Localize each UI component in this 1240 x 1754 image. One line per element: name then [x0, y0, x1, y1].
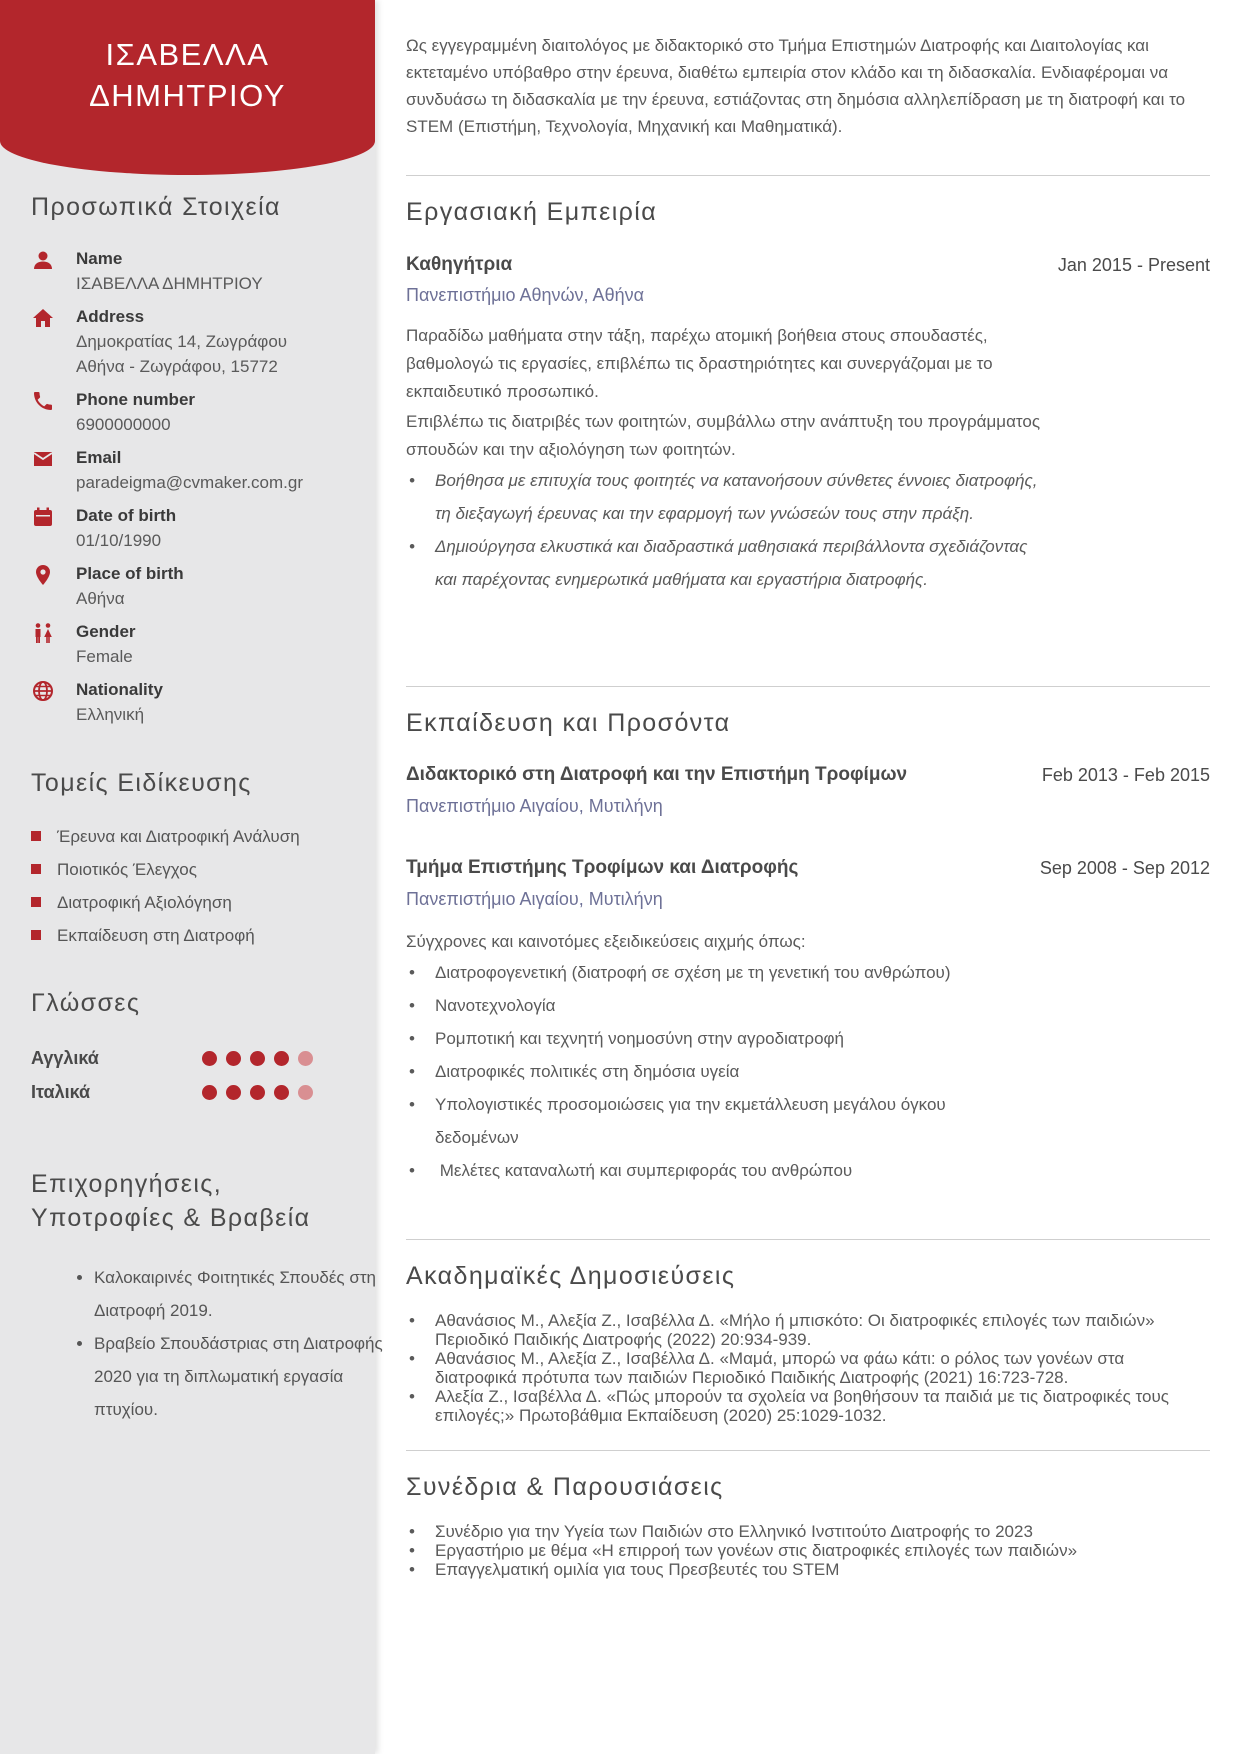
list-item: • Καλοκαιρινές Φοιτητικές Σπουδές στη Διατροφή 2019.: [94, 1261, 384, 1327]
skills-title: Τομείς Ειδίκευσης: [31, 769, 252, 797]
list-item: Έρευνα και Διατροφική Ανάλυση: [31, 820, 300, 853]
list-item: • Ρομποτική και τεχνητή νοημοσύνη στην αγροδιατροφή: [406, 1022, 996, 1055]
rating-dot-empty: [298, 1085, 313, 1100]
language-rating: [202, 1051, 322, 1071]
language-rating: [202, 1085, 322, 1105]
list-item: • Συνέδριο για την Υγεία των Παιδιών στο Ελληνικό Ινστιτούτο Διατροφής το 2023: [406, 1522, 1210, 1541]
rating-dot-filled: [274, 1085, 289, 1100]
divider: [406, 686, 1210, 687]
conferences-title: Συνέδρια & Παρουσιάσεις: [406, 1473, 724, 1501]
degree-date: Feb 2013 - Feb 2015: [1041, 765, 1210, 785]
list-item: • Βοήθησα με επιτυχία τους φοιτητές να κατανοήσουν σύνθετες έννοιες διατροφής, τη διεξαγωγή έρευνας και την εφαρμογή των γνώσεών τους στην πράξη.: [406, 464, 1046, 530]
sidebar: ΙΣΑΒΕΛΛΑ ΔΗΜΗΤΡΙΟΥ Προσωπικά Στοιχεία Name ΙΣΑΒΕΛΛΑ ΔΗΜΗΤΡΙΟΥ Address Δημοκρατίας 14, Ζωγράφου Αθήνα - Ζωγράφου, 15772 Phone number 6900000000 Email paradeigma@cvmaker.com.gr Date of birth 01/10/1990 Place of birth Αθήνα Gender Female Nationality Ελληνική Τομείς Ειδίκευσης Έρευνα και Διατροφική Ανάλυση Ποιοτικός Έλεγχος Διατροφική Αξιολόγηση Εκπαίδευση στη Διατροφή Γλώσσες Αγγλικά Ιταλικά Επιχορηγήσεις, Υποτροφίες & Βραβεία • Καλοκαιρινές Φοιτητικές Σπουδές στη Διατροφή 2019. • Βραβείο Σπουδάστριας στη Διατροφής 2020 για τη διπλωματική εργασία πτυχίου.: [0, 0, 375, 1754]
list-item: • Δημιούργησα ελκυστικά και διαδραστικά μαθησιακά περιβάλλοντα σχεδιάζοντας και παρέχοντας ενημερωτικά μαθήματα και εργαστήρια διατροφής.: [406, 530, 1046, 596]
list-item: • Εργαστήριο με θέμα «Η επιρροή των γονέων στις διατροφικές επιλογές των παιδιών»: [406, 1541, 1210, 1560]
list-item: • Βραβείο Σπουδάστριας στη Διατροφής 2020 για τη διπλωματική εργασία πτυχίου.: [94, 1327, 384, 1426]
job-date: Jan 2015 - Present: [1057, 255, 1210, 275]
rating-dot-filled: [202, 1085, 217, 1100]
degree-date: Sep 2008 - Sep 2012: [1039, 858, 1210, 878]
conferences-list: [406, 1522, 1210, 1579]
degree-institution: Πανεπιστήμιο Αιγαίου, Μυτιλήνη: [406, 796, 663, 816]
location-pin-icon: [31, 563, 55, 587]
rating-dot-filled: [250, 1051, 265, 1066]
language-name: Αγγλικά: [31, 1048, 99, 1068]
language-name: Ιταλικά: [31, 1082, 91, 1102]
list-item: • Επαγγελματική ομιλία για τους Πρεσβευτές του STEM: [406, 1560, 1210, 1579]
education-intro: Σύγχρονες και καινοτόμες εξειδικεύσεις αιχμής όπως:: [406, 932, 806, 951]
degree-institution: Πανεπιστήμιο Αιγαίου, Μυτιλήνη: [406, 889, 663, 909]
divider: [406, 1239, 1210, 1240]
list-item: • Διατροφικές πολιτικές στη δημόσια υγεία: [406, 1055, 996, 1088]
name-header: [0, 0, 375, 175]
publications-title: Ακαδημαϊκές Δημοσιεύσεις: [406, 1262, 736, 1290]
job-title: Καθηγήτρια: [406, 254, 513, 275]
personal-details-title: Προσωπικά Στοιχεία: [31, 193, 281, 221]
calendar-icon: [31, 505, 55, 529]
publications-list: [406, 1311, 1210, 1425]
rating-dot-filled: [226, 1085, 241, 1100]
phone-icon: [31, 389, 55, 413]
person-icon: [31, 248, 55, 272]
list-item: • Αθανάσιος Μ., Αλεξία Ζ., Ισαβέλλα Δ. «Μαμά, μπορώ να φάω κάτι: ο ρόλος των γονέων στα διατροφικά πρότυπα των παιδιών Περιοδικό Παιδικής Διατροφής (2021) 16:723-728.: [406, 1349, 1210, 1387]
job-organization: Πανεπιστήμιο Αθηνών, Αθήνα: [406, 285, 644, 305]
job-description: Επιβλέπω τις διατριβές των φοιτητών, συμβάλλω στην ανάπτυξη του προγράμματος σπουδών και την αξιολόγηση των φοιτητών.: [406, 412, 1041, 459]
divider: [406, 1450, 1210, 1451]
language-row: [31, 1077, 331, 1107]
awards-list: [66, 1261, 384, 1426]
rating-dot-filled: [202, 1051, 217, 1066]
education-title: Εκπαίδευση και Προσόντα: [406, 709, 731, 737]
list-item: Ποιοτικός Έλεγχος: [31, 853, 300, 886]
home-icon: [31, 306, 55, 330]
globe-icon: [31, 679, 55, 703]
candidate-name: ΙΣΑΒΕΛΛΑ ΔΗΜΗΤΡΙΟΥ: [89, 37, 286, 113]
rating-dot-empty: [298, 1051, 313, 1066]
list-item: • Νανοτεχνολογία: [406, 989, 996, 1022]
list-item: Διατροφική Αξιολόγηση: [31, 886, 300, 919]
rating-dot-filled: [274, 1051, 289, 1066]
job-description: Παραδίδω μαθήματα στην τάξη, παρέχω ατομική βοήθεια στους σπουδαστές, βαθμολογώ τις εργασίες, επιβλέπω τις δραστηριότητες και συνεργάζομαι με το εκπαιδευτικό προσωπικό.: [406, 326, 993, 401]
list-item: • Διατροφογενετική (διατροφή σε σχέση με τη γενετική του ανθρώπου): [406, 956, 996, 989]
awards-title: Επιχορηγήσεις, Υποτροφίες & Βραβεία: [31, 1170, 311, 1232]
list-item: • Μελέτες καταναλωτή και συμπεριφοράς του ανθρώπου: [406, 1154, 996, 1187]
experience-title: Εργασιακή Εμπειρία: [406, 198, 658, 226]
list-item: Εκπαίδευση στη Διατροφή: [31, 919, 300, 952]
rating-dot-filled: [250, 1085, 265, 1100]
profile-summary: Ως εγγεγραμμένη διαιτολόγος με διδακτορικό στο Τμήμα Επιστημών Διατροφής και Διαιτολογίας και εκτεταμένο υπόβαθρο στην έρευνα, διαθέτω εμπειρία στον κλάδο και τη διδασκαλία. Ενδιαφέρομαι να συνδυάσω τη διδασκαλία με την έρευνα, εστιάζοντας στη δημόσια αλληλεπίδραση με τη διατροφή και το STEM (Επιστήμη, Τεχνολογία, Μηχανική και Μαθηματικά).: [406, 36, 1186, 136]
list-item: • Υπολογιστικές προσομοιώσεις για την εκμετάλλευση μεγάλου όγκου δεδομένων: [406, 1088, 996, 1154]
rating-dot-filled: [226, 1051, 241, 1066]
language-row: [31, 1043, 331, 1073]
list-item: • Αθανάσιος Μ., Αλεξία Ζ., Ισαβέλλα Δ. «Μήλο ή μπισκότο: Οι διατροφικές επιλογές των παιδιών» Περιοδικό Παιδικής Διατροφής (2022) 20:934-939.: [406, 1311, 1210, 1349]
degree-title: Τμήμα Επιστήμης Τροφίμων και Διατροφής: [406, 857, 799, 878]
education-specializations: [406, 956, 996, 1187]
skills-list: [31, 820, 300, 952]
list-item: • Αλεξία Ζ., Ισαβέλλα Δ. «Πώς μπορούν τα σχολεία να βοηθήσουν τα παιδιά με τις διατροφικές τους επιλογές;» Πρωτοβάθμια Εκπαίδευση (2020) 25:1029-1032.: [406, 1387, 1210, 1425]
divider: [406, 175, 1210, 176]
degree-title: Διδακτορικό στη Διατροφή και την Επιστήμη Τροφίμων: [406, 764, 908, 785]
job-achievements: [406, 464, 1046, 596]
email-icon: [31, 447, 55, 471]
languages-title: Γλώσσες: [31, 989, 141, 1017]
gender-icon: [31, 621, 55, 645]
